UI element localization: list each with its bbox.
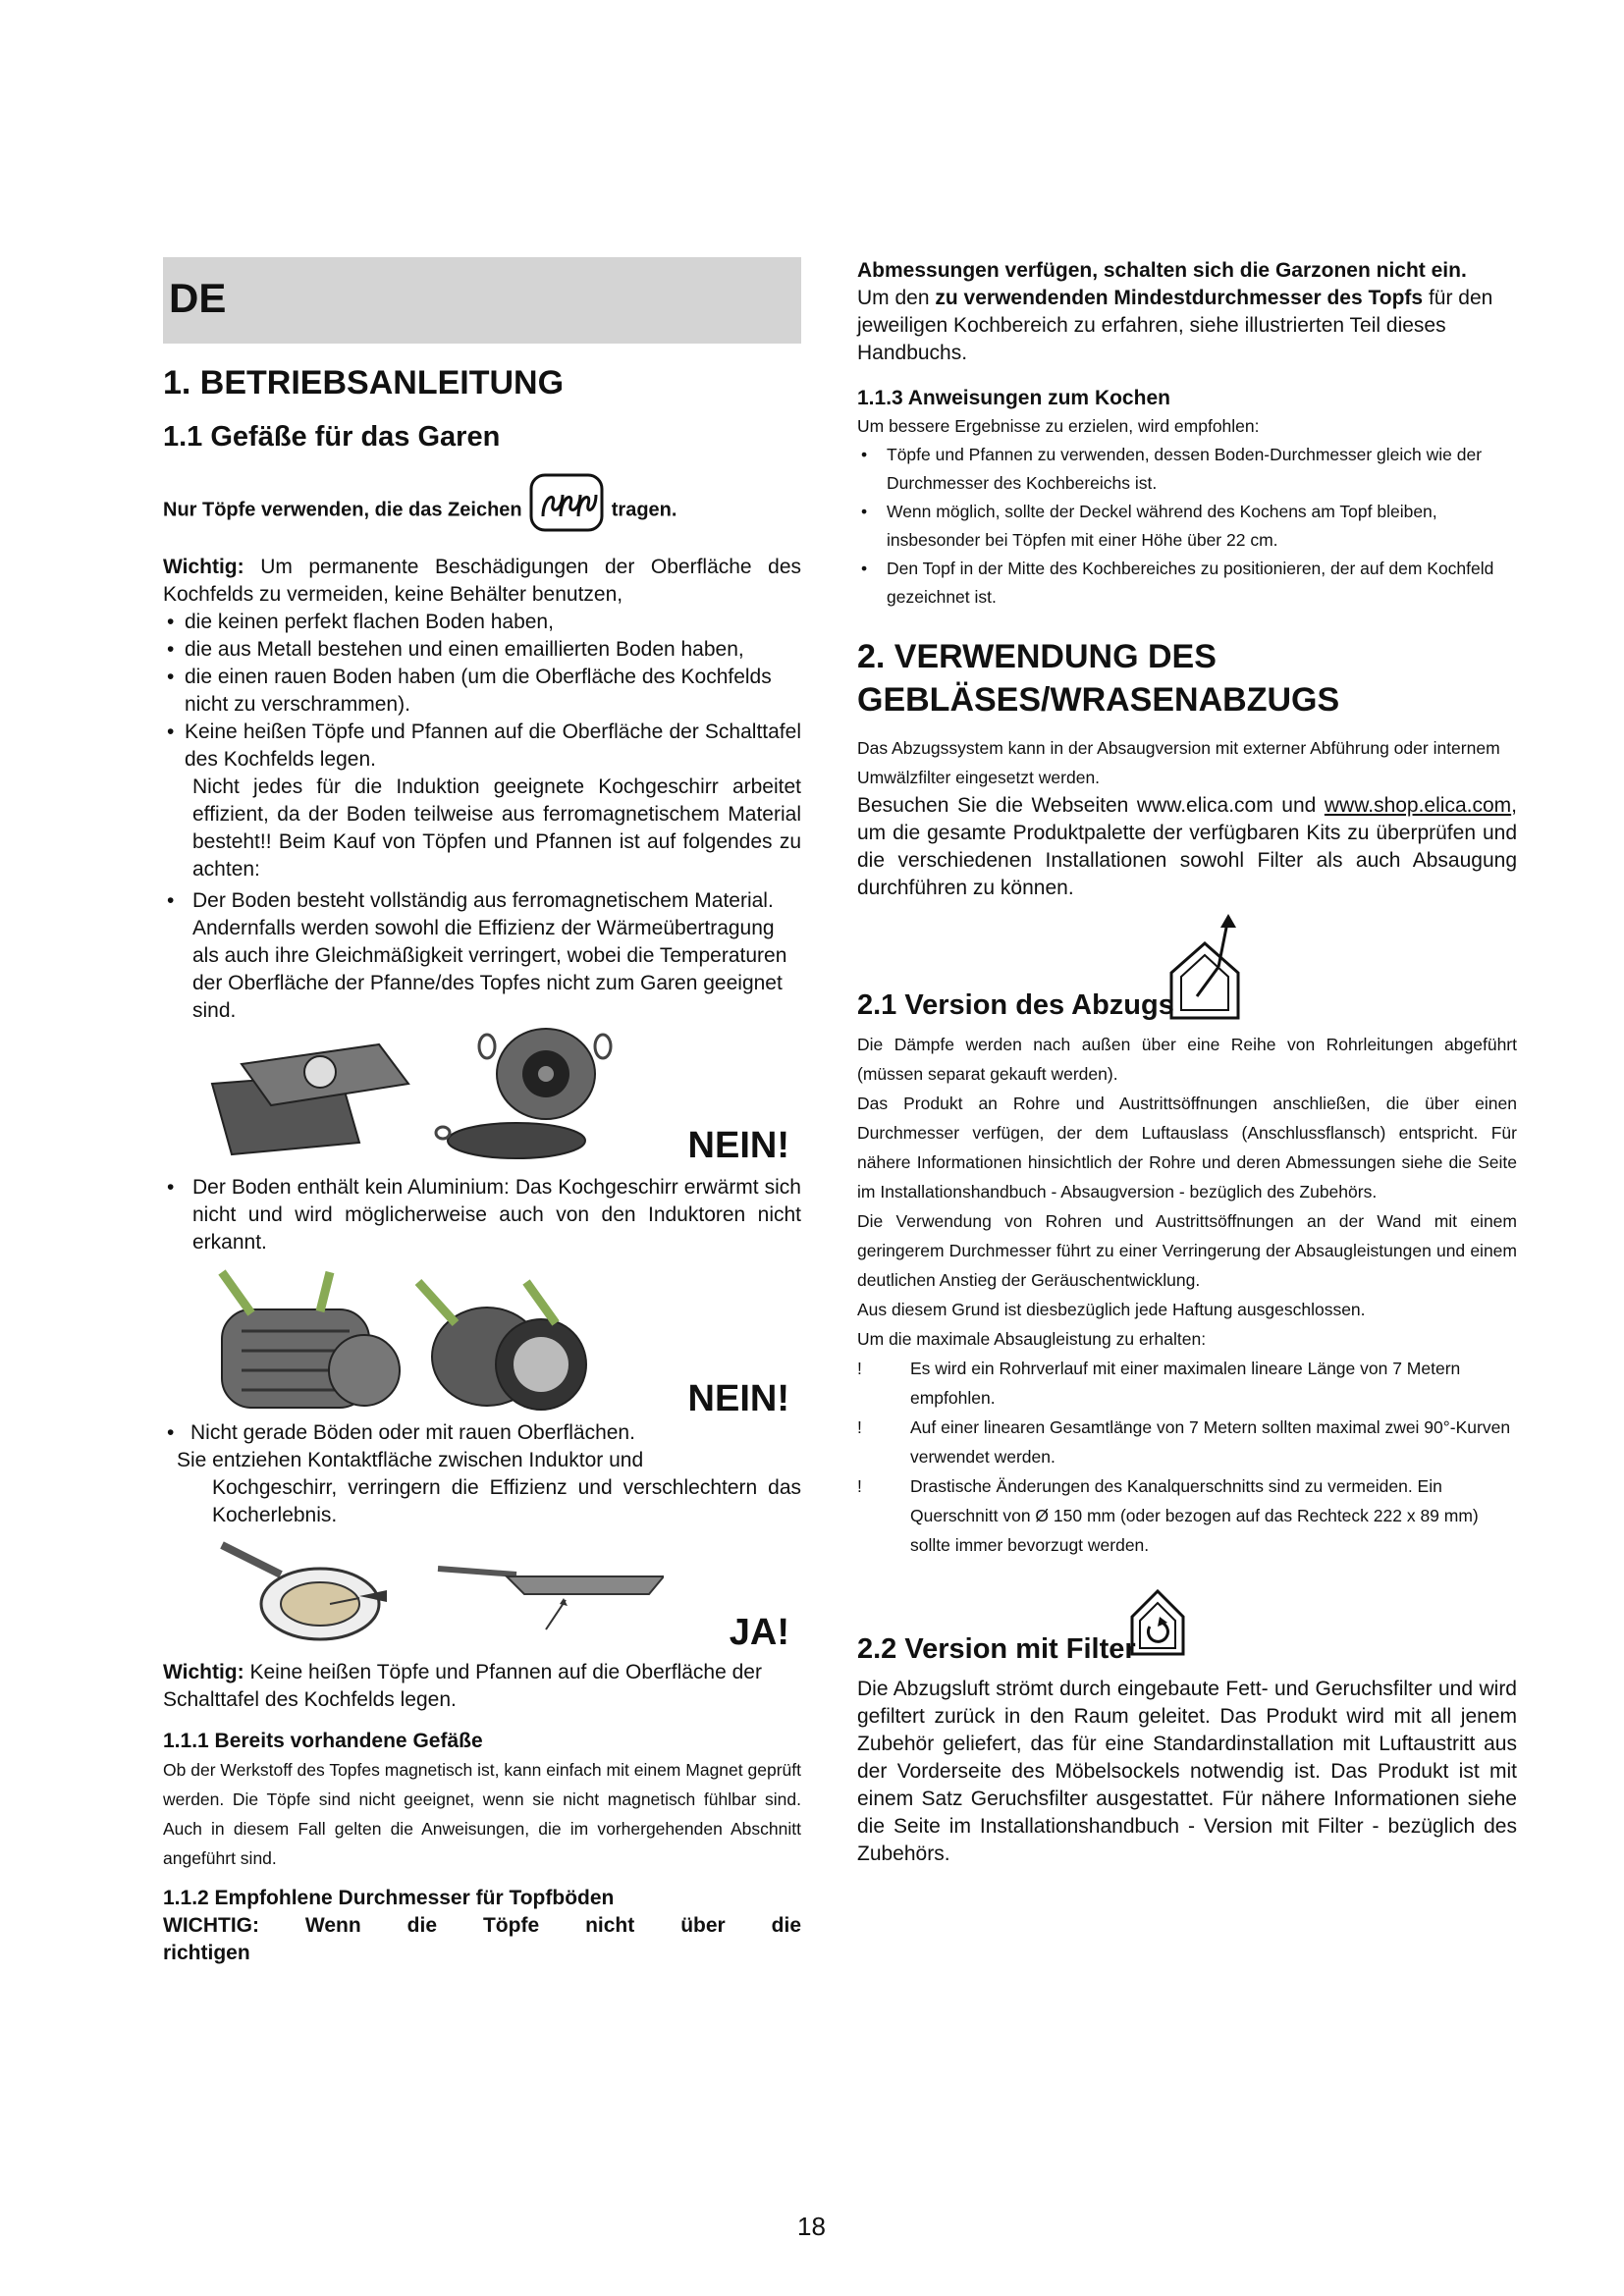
list-item: • die keinen perfekt flachen Boden haben, [167,611,554,633]
list-item: • Keine heißen Töpfe und Pfannen auf die Oberfläche der Schalttafel des Kochfelds legen. [167,721,801,771]
section-heading-1: 1. BETRIEBSANLEITUNG [163,364,565,401]
shop-link[interactable]: www.shop.elica.com [1324,794,1512,817]
figure-flat-pans [163,1529,801,1653]
min-diameter-paragraph: Um den zu verwendenden Mindestdurchmesser des Topfs für den jeweiligen Kochbereich zu erfahren, siehe illustrierten Teil dieses Handbuchs. [857,287,1493,364]
list-item: • Töpfe und Pfannen zu verwenden, dessen Boden-Durchmesser gleich wie der Durchmesser des Kochbereichs ist. [861,445,1483,493]
right-column [857,257,1517,1868]
ducted-house-icon [1167,914,1256,1020]
ducted-text-1: Die Dämpfe werden nach außen über eine Reihe von Rohrleitungen abgeführt (müssen separat gekauft werden). [857,1035,1517,1084]
important-paragraph: Wichtig: Um permanente Beschädigungen der Oberfläche des Kochfelds zu vermeiden, keine Behälter benutzen, [163,556,801,606]
list-item: • die einen rauen Boden haben (um die Oberfläche des Kochfelds nicht zu verschrammen). [167,666,772,716]
ducted-text-3: Die Verwendung von Rohren und Austrittsöffnungen an der Wand mit einem geringerem Durchmesser führt zu einer Verringerung der Absaugleistungen und einem deutlichen Anstieg der Geräuschentwicklung. [857,1211,1517,1290]
extraction-intro: Das Abzugssystem kann in der Absaugversion mit externer Abführung oder internem Umwälzfilter eingesetzt werden. [857,738,1500,787]
list-item: • Der Boden enthält kein Aluminium: Das Kochgeschirr erwärmt sich nicht und wird möglicherweise auch von den Induktoren nicht erkannt. [167,1176,801,1254]
left-column [163,257,801,1967]
section-2-2-header [857,1587,1517,1668]
induction-note: Nicht jedes für die Induktion geeignete Kochgeschirr arbeitet effizient, da der Boden teilweise aus ferromagnetischem Material besteht!! Beim Kauf von Töpfen und Pfannen ist auf folgendes zu achten: [192,775,801,881]
existing-vessels-text: Ob der Werkstoff des Topfes magnetisch ist, kann einfach mit einem Magnet geprüft werden. Die Töpfe sind nicht geeignet, wenn sie nicht magnetisch fühlbar sind. Auch in diesem Fall gelten die Anweisungen, die im vorhergehenden Abschnitt angeführt sind. [163,1760,801,1868]
flat-note-cont: Kochgeschirr, verringern die Effizienz und verschlechtern das Kocherlebnis. [212,1476,801,1526]
visit-website-paragraph: Besuchen Sie die Webseiten www.elica.com und www.shop.elica.com, um die gesamte Produktpalette der verfügbaren Kits zu überprüfen und die verschiedenen Installationen sowohl Filter als auch Absaugung durchführen zu können. [857,794,1517,899]
enamel-cookware-illustration [202,1025,713,1172]
list-item: • Nicht gerade Böden oder mit rauen Oberflächen. [167,1421,635,1444]
section-heading-1-1-3: 1.1.3 Anweisungen zum Kochen [857,387,1170,409]
verdict-yes: JA! [729,1612,789,1653]
recirculation-house-icon [1130,1587,1185,1656]
list-item: ! Auf einer linearen Gesamtlänge von 7 Metern sollten maximal zwei 90°-Kurven verwendet werden. [857,1417,1511,1467]
aluminium-pans-illustration [202,1262,664,1423]
language-code: DE [169,275,227,321]
flat-note-line: Sie entziehen Kontaktfläche zwischen Induktor und [177,1449,644,1471]
only-pots-line: Nur Töpfe verwenden, die das Zeichen tragen. [163,471,801,550]
section-2-1-header [857,914,1517,1024]
avoid-list [163,609,801,774]
section-heading-2-1: 2.1 Version des Abzugs [857,989,1174,1021]
list-item: • Wenn möglich, sollte der Deckel während des Kochens am Topf bleiben, insbesonder bei Töpfen mit einer Höhe über 22 cm. [861,502,1437,550]
language-banner [163,257,801,344]
continued-bold-line: Abmessungen verfügen, schalten sich die Garzonen nicht ein. [857,259,1467,282]
cooking-tips-list [857,441,1517,612]
verdict-no: NEIN! [687,1125,789,1166]
section-heading-2: 2. VERWENDUNG DES GEBLÄSES/WRASENABZUGS [857,638,1340,719]
diameter-warning: WICHTIG: Wenn die Töpfe nicht über die richtigen [163,1914,801,1964]
list-item: ! Drastische Änderungen des Kanalquerschnitts sind zu vermeiden. Ein Querschnitt von Ø 150 mm (oder bezogen auf das Rechteck 222 x 89 mm) sollte immer bevorzugt werden. [857,1476,1479,1555]
important-paragraph-2: Wichtig: Keine heißen Töpfe und Pfannen auf die Oberfläche der Schalttafel des Kochfelds legen. [163,1661,762,1711]
flat-pans-illustration [212,1535,664,1651]
ducting-rules-list [857,1354,1517,1560]
section-heading-1-1: 1.1 Gefäße für das Garen [163,421,501,453]
list-item: • Den Topf in der Mitte des Kochbereiches zu positionieren, der auf dem Kochfeld gezeichnet ist. [861,559,1494,607]
figure-aluminium-cookware [163,1256,801,1419]
induction-symbol-icon [527,471,606,550]
figure-enamel-cookware [163,1025,801,1174]
list-item: • Der Boden besteht vollständig aus ferromagnetischem Material. Andernfalls werden sowohl die Effizienz der Wärmeübertragung als auch ihre Gleichmäßigkeit verringert, wobei die Temperaturen der Oberfläche der Pfanne/des Topfes nicht zum Garen geeignet sind. [167,889,787,1022]
section-heading-1-1-1: 1.1.1 Bereits vorhandene Gefäße [163,1730,483,1752]
verdict-no: NEIN! [687,1378,789,1419]
ducted-text-2: Das Produkt an Rohre und Austrittsöffnungen anschließen, die über einen Durchmesser verfügen, der dem Luftauslass (Anschlussflansch) entspricht. Für nähere Informationen hinsichtlich der Rohre und deren Abmessungen siehe die Seite im Installationshandbuch - Absaugversion - bezüglich des Zubehörs. [857,1094,1517,1201]
filter-version-text: Die Abzugsluft strömt durch eingebaute Fett- und Geruchsfilter und wird gefiltert zurück in den Raum geleitet. Das Produkt wird mit all jenem Zubehör geliefert, das für eine Standardinstallation mit Luftaustritt aus der Vorderseite des Möbelsockels notwendig ist. Das Produkt ist mit einem Satz Geruchsfilter ausgestattet. Für nähere Informationen siehe die Seite im Installationshandbuch - Version mit Filter - bezüglich des Zubehörs. [857,1678,1517,1865]
cooking-intro: Um bessere Ergebnisse zu erzielen, wird empfohlen: [857,416,1260,436]
list-item: • die aus Metall bestehen und einen emaillierten Boden haben, [167,638,744,661]
page-number: 18 [797,2212,826,2241]
ducted-text-5: Um die maximale Absaugleistung zu erhalten: [857,1329,1207,1349]
ducted-text-4: Aus diesem Grund ist diesbezüglich jede Haftung ausgeschlossen. [857,1300,1366,1319]
section-heading-1-1-2: 1.1.2 Empfohlene Durchmesser für Topfböden [163,1887,615,1909]
list-item: ! Es wird ein Rohrverlauf mit einer maximalen lineare Länge von 7 Metern empfohlen. [857,1359,1461,1408]
section-heading-2-2: 2.2 Version mit Filter [857,1633,1136,1665]
